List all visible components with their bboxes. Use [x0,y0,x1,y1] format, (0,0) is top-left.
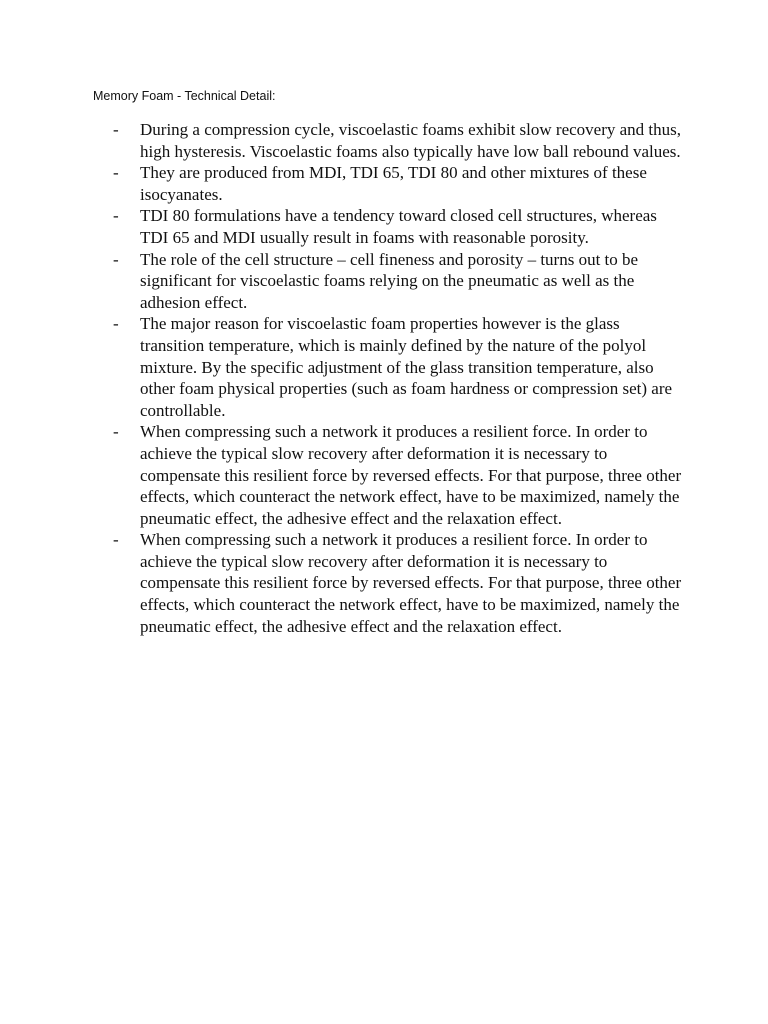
bullet-dash: - [113,120,119,139]
bullet-item [113,529,685,637]
bullet-dash: - [113,249,119,269]
bullet-item [113,421,685,529]
bullet-item [113,249,685,314]
bullet-dash: - [113,314,119,334]
bullet-item [113,205,685,248]
bullet-text: They are produced from MDI, TDI 65, TDI 80 and other mixtures of these isocyanates. [140,163,647,204]
bullet-dash: - [113,530,119,550]
bullet-dash: - [113,206,119,226]
bullet-text: The role of the cell structure – cell fineness and porosity – turns out to be significant for viscoelastic foams relying on the pneumatic as well as the adhesion effect. [140,249,639,312]
bullet-list [113,119,685,637]
bullet-item [113,119,685,162]
bullet-text: TDI 80 formulations have a tendency toward closed cell structures, whereas TDI 65 and MDI usually result in foams with reasonable porosity. [140,206,657,247]
bullet-text: When compressing such a network it produces a resilient force. In order to achieve the typical slow recovery after deformation it is necessary to compensate this resilient force by reversed effects. For that purpose, three other effects, which counteract the network effect, have to be maximized, namely the pneumatic effect, the adhesive effect and the relaxation effect. [140,530,682,636]
bullet-item [113,313,685,421]
bullet-item [113,162,685,205]
document-heading: Memory Foam - Technical Detail: [93,89,276,103]
bullet-text: During a compression cycle, viscoelastic foams exhibit slow recovery and thus, high hysteresis. Viscoelastic foams also typically have low ball rebound values. [140,120,682,161]
bullet-dash: - [113,163,119,183]
bullet-text: The major reason for viscoelastic foam properties however is the glass transition temperature, which is mainly defined by the nature of the polyol mixture. By the specific adjustment of the glass transition temperature, also other foam physical properties (such as foam hardness or compression set) are controllable. [140,314,673,420]
bullet-dash: - [113,422,119,442]
bullet-text: When compressing such a network it produces a resilient force. In order to achieve the typical slow recovery after deformation it is necessary to compensate this resilient force by reversed effects. For that purpose, three other effects, which counteract the network effect, have to be maximized, namely the pneumatic effect, the adhesive effect and the relaxation effect. [140,422,682,528]
